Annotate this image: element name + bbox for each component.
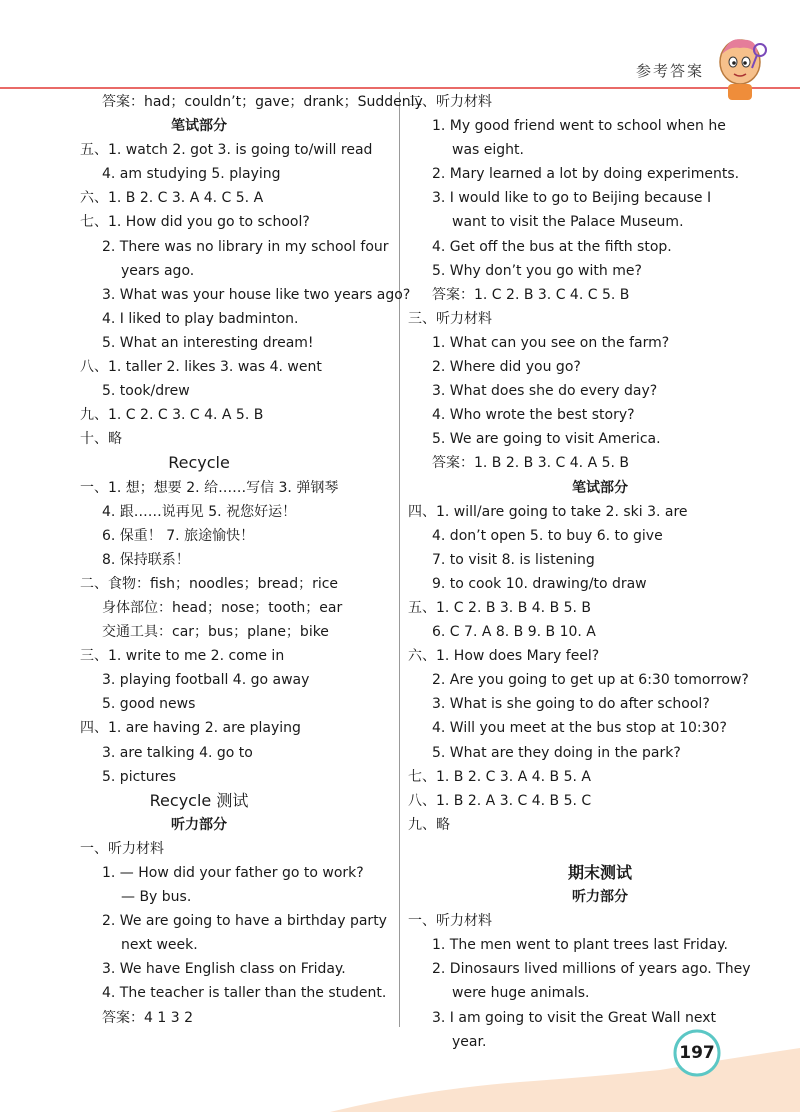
text-line-content: 八、1. B 2. A 3. C 4. B 5. C — [408, 792, 592, 809]
text-line-content: 4. Get off the bus at the fifth stop. — [432, 238, 672, 255]
text-line — [400, 138, 800, 162]
text-line — [0, 162, 398, 186]
text-line — [0, 933, 398, 957]
text-line — [0, 427, 398, 451]
text-line — [0, 355, 398, 379]
text-line — [400, 427, 800, 451]
text-line-content: year. — [452, 1033, 487, 1050]
text-line-content: 一、1. 想；想要 2. 给……写信 3. 弹钢琴 — [80, 479, 339, 496]
text-line — [400, 331, 800, 355]
text-line-content: 五、1. watch 2. got 3. is going to/will read — [80, 142, 373, 159]
text-line — [400, 933, 800, 957]
text-line-content: 四、1. are having 2. are playing — [80, 720, 301, 737]
text-line-content: were huge animals. — [452, 985, 590, 1002]
text-line-content: 5. We are going to visit America. — [432, 431, 661, 448]
text-line — [400, 716, 800, 740]
text-line — [0, 716, 398, 740]
text-line-content: 答案：4 1 3 2 — [102, 1009, 193, 1026]
text-line — [400, 379, 800, 403]
text-line — [0, 307, 398, 331]
text-line — [400, 235, 800, 259]
text-line — [400, 837, 800, 861]
text-line — [0, 548, 398, 572]
text-line-content: 一、听力材料 — [408, 913, 492, 930]
text-line-content: 四、1. will/are going to take 2. ski 3. are — [408, 503, 688, 520]
text-line-content: 一、听力材料 — [80, 840, 164, 857]
text-line-content: 6. 保重！ 7. 旅途愉快！ — [102, 527, 255, 544]
text-line — [400, 789, 800, 813]
text-line — [0, 500, 398, 524]
text-line — [0, 957, 398, 981]
text-line-content: Recycle — [168, 453, 230, 473]
text-line-content: 答案：1. C 2. B 3. C 4. C 5. B — [432, 286, 630, 303]
text-line-content: 2. Are you going to get up at 6:30 tomorrow? — [432, 672, 749, 689]
text-line — [0, 789, 398, 813]
text-line-content: want to visit the Palace Museum. — [452, 214, 684, 231]
text-line — [400, 620, 800, 644]
text-line-content: 3. We have English class on Friday. — [102, 961, 346, 978]
text-line-content: 笔试部分 — [171, 118, 227, 135]
text-line-content: 二、食物：fish；noodles；bread；rice — [80, 575, 339, 592]
text-line — [0, 861, 398, 885]
text-line — [400, 957, 800, 981]
text-line — [0, 114, 398, 138]
text-line-content: 十、略 — [80, 431, 122, 448]
text-line-content: 2. Mary learned a lot by doing experiments. — [432, 166, 740, 183]
text-line — [0, 451, 398, 475]
text-line — [400, 1006, 800, 1030]
text-line — [0, 1006, 398, 1030]
text-line-content: 4. Will you meet at the bus stop at 10:30? — [432, 720, 727, 737]
page-number: 197 — [679, 1043, 715, 1063]
text-line-content: 4. Who wrote the best story? — [432, 407, 635, 424]
text-line — [400, 403, 800, 427]
text-line-content: 答案：1. B 2. B 3. C 4. A 5. B — [432, 455, 630, 472]
text-line — [400, 668, 800, 692]
text-line-content: 5. pictures — [102, 768, 176, 785]
text-line — [0, 572, 398, 596]
text-line — [400, 981, 800, 1005]
text-line-content: 六、1. How does Mary feel? — [408, 648, 600, 665]
text-line-content: 2. Dinosaurs lived millions of years ago. They — [432, 961, 751, 978]
text-line-content: 期末测试 — [567, 863, 632, 882]
text-line-content: 5. Why don’t you go with me? — [432, 262, 642, 279]
text-line-content: 3. I am going to visit the Great Wall next — [432, 1009, 717, 1026]
text-line — [0, 668, 398, 692]
text-line-content: 1. The men went to plant trees last Friday. — [432, 937, 728, 954]
text-line-content: 2. There was no library in my school four — [102, 238, 389, 255]
text-line — [400, 741, 800, 765]
text-line-content: 笔试部分 — [572, 479, 628, 496]
text-line-content: 三、1. write to me 2. come in — [80, 648, 285, 665]
text-line — [0, 837, 398, 861]
text-line-content: 7. to visit 8. is listening — [432, 551, 595, 568]
text-line — [400, 162, 800, 186]
text-line-content: 九、1. C 2. C 3. C 4. A 5. B — [80, 407, 264, 424]
text-line — [0, 813, 398, 837]
text-line — [400, 259, 800, 283]
text-line — [400, 476, 800, 500]
text-line-content: 五、1. C 2. B 3. B 4. B 5. B — [408, 599, 592, 616]
text-line-content: 9. to cook 10. drawing/to draw — [432, 575, 647, 592]
right-column — [400, 90, 800, 1054]
header-title: 参考答案 — [636, 62, 705, 80]
text-line-content: 3. What is she going to do after school? — [432, 696, 710, 713]
text-line-content: 七、1. How did you go to school? — [80, 214, 310, 231]
text-line — [400, 885, 800, 909]
text-line — [400, 596, 800, 620]
text-line-content: 听力部分 — [572, 889, 628, 906]
text-line-content: 3. I would like to go to Beijing because I — [432, 190, 712, 207]
text-line-content: 4. The teacher is taller than the student. — [102, 985, 387, 1002]
text-line-content: 1. My good friend went to school when he — [432, 118, 726, 135]
text-line — [0, 476, 398, 500]
text-line-content: 4. am studying 5. playing — [102, 166, 281, 183]
text-line — [0, 596, 398, 620]
text-line — [400, 765, 800, 789]
text-line-content: 答案：had；couldn’t；gave；drank；Suddenly — [102, 94, 423, 110]
text-line — [400, 307, 800, 331]
text-line-content: 七、1. B 2. C 3. A 4. B 5. A — [408, 768, 591, 785]
text-line — [400, 861, 800, 885]
text-line-content: 8. 保持联系！ — [102, 551, 190, 568]
text-line-content: next week. — [121, 937, 198, 954]
text-line — [400, 500, 800, 524]
text-line-content: 3. are talking 4. go to — [102, 744, 253, 761]
left-column — [0, 90, 423, 1030]
text-line — [0, 379, 398, 403]
text-line — [400, 186, 800, 210]
text-line — [0, 692, 398, 716]
text-line-content: 5. good news — [102, 696, 196, 713]
text-line — [0, 403, 398, 427]
text-line-content: 八、1. taller 2. likes 3. was 4. went — [80, 359, 322, 376]
text-line — [0, 909, 398, 933]
text-line-content: 4. 跟……说再见 5. 祝您好运！ — [102, 503, 297, 520]
text-line — [400, 813, 800, 837]
text-line — [0, 885, 398, 909]
text-line-content: 5. What are they doing in the park? — [432, 744, 681, 761]
text-line-content: years ago. — [121, 262, 195, 279]
text-line — [400, 644, 800, 668]
text-line-content: 1. — How did your father go to work? — [102, 865, 364, 881]
text-line-content: 六、1. B 2. C 3. A 4. C 5. A — [80, 190, 264, 207]
text-line — [0, 90, 423, 114]
text-line-content: 1. What can you see on the farm? — [432, 334, 670, 351]
text-line — [0, 186, 398, 210]
text-line — [400, 114, 800, 138]
text-line-content: 身体部位：head；nose；tooth；ear — [102, 599, 343, 616]
text-line-content: 4. I liked to play badminton. — [102, 310, 299, 327]
text-line — [0, 644, 398, 668]
text-line — [0, 765, 398, 789]
text-line-content: 二、听力材料 — [408, 94, 492, 110]
text-line — [400, 451, 800, 475]
text-line — [400, 524, 800, 548]
text-line — [0, 331, 398, 355]
text-line-content: 3. What was your house like two years ago? — [102, 286, 411, 303]
text-line-content: 九、略 — [408, 816, 450, 833]
text-line — [0, 138, 398, 162]
text-line — [400, 355, 800, 379]
text-line-content: — By bus. — [121, 889, 192, 906]
text-line — [0, 620, 398, 644]
header-rule — [0, 87, 800, 89]
text-line-content: 6. C 7. A 8. B 9. B 10. A — [432, 624, 596, 641]
text-line — [0, 741, 398, 765]
text-line — [400, 548, 800, 572]
text-line — [0, 259, 398, 283]
text-line — [400, 210, 800, 234]
text-line — [0, 524, 398, 548]
text-line — [0, 235, 398, 259]
text-line-content: 交通工具：car；bus；plane；bike — [102, 624, 329, 641]
text-line-content: 5. took/drew — [102, 383, 190, 400]
text-line-content: was eight. — [452, 142, 524, 159]
text-line-content: 听力部分 — [171, 816, 227, 833]
text-line — [400, 572, 800, 596]
text-line — [0, 283, 411, 307]
text-line-content: 三、听力材料 — [408, 310, 492, 327]
text-line — [0, 981, 398, 1005]
text-line-content: 4. don’t open 5. to buy 6. to give — [432, 527, 663, 544]
text-line-content: 3. playing football 4. go away — [102, 672, 310, 689]
text-line — [400, 909, 800, 933]
text-line — [400, 692, 800, 716]
text-line — [400, 283, 800, 307]
text-line-content: 2. We are going to have a birthday party — [102, 913, 387, 930]
text-line — [0, 210, 398, 234]
text-line-content: Recycle 测试 — [149, 790, 249, 810]
text-line-content: 5. What an interesting dream! — [102, 334, 314, 351]
text-line — [400, 90, 800, 114]
text-line-content: 3. What does she do every day? — [432, 383, 658, 400]
text-line-content: 2. Where did you go? — [432, 359, 581, 376]
